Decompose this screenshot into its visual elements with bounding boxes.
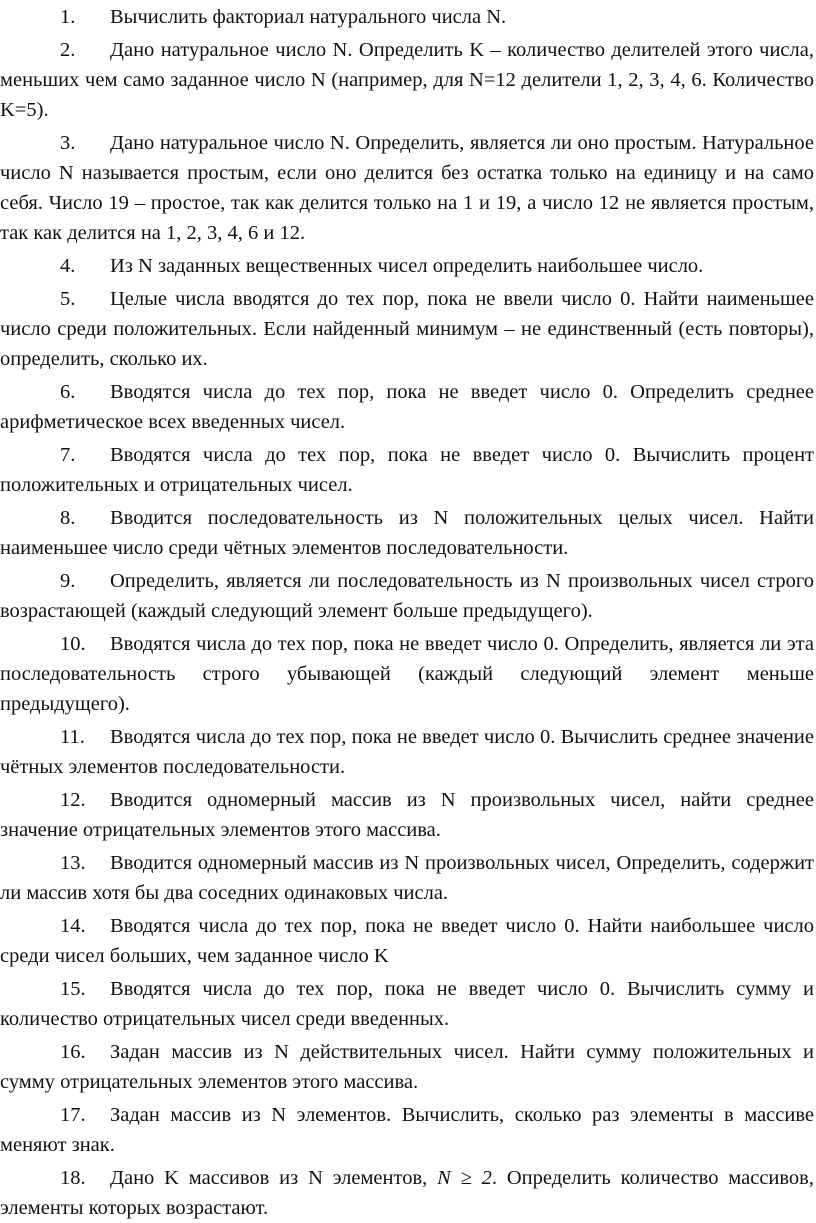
item-number: 16. (60, 1041, 86, 1063)
item-text: Определить, является ли последовательность из N произвольных чисел строго возрастающей (каждый следующий элемент больше предыдущего). (0, 570, 814, 622)
item-text: Вводится одномерный массив из N произвольных чисел, найти среднее значение отрицательных элементов этого массива. (0, 789, 814, 841)
list-item (0, 848, 814, 908)
item-text: Вводятся числа до тех пор, пока не введет число 0. Найти наибольшее число среди чисел больших, чем заданное число K (0, 915, 814, 967)
item-number: 10. (60, 633, 86, 655)
item-text: . Определить количество массивов, элементы которых возрастают. (0, 1167, 814, 1219)
item-number: 8. (60, 507, 76, 529)
list-item (0, 1163, 814, 1223)
item-text: Вводятся числа до тех пор, пока не введет число 0. Определить, является ли эта последовательность строго убывающей (каждый следующий элемент меньше предыдущего). (0, 633, 814, 715)
list-item (0, 284, 814, 374)
list-item (0, 251, 814, 281)
list-item (0, 440, 814, 500)
item-text: Вводятся числа до тех пор, пока не введет число 0. Вычислить среднее значение чётных элементов последовательности. (0, 726, 814, 778)
item-text: Задан массив из N действительных чисел. Найти сумму положительных и сумму отрицательных элементов этого массива. (0, 1041, 814, 1093)
item-number: 2. (60, 39, 76, 61)
list-item (0, 35, 814, 125)
list-item (0, 566, 814, 626)
item-text: Задан массив из N элементов. Вычислить, сколько раз элементы в массиве меняют знак. (0, 1104, 814, 1156)
item-number: 13. (60, 852, 86, 874)
item-text: Из N заданных вещественных чисел определить наибольшее число. (110, 255, 704, 277)
list-item (0, 974, 814, 1034)
math-formula: N ≥ 2 (437, 1167, 492, 1189)
item-number: 5. (60, 288, 76, 310)
item-text: Вводятся числа до тех пор, пока не введет число 0. Вычислить сумму и количество отрицательных чисел среди введенных. (0, 978, 814, 1030)
item-text: Дано натуральное число N. Определить K – количество делителей этого числа, меньших чем само заданное число N (например, для N=12 делители 1, 2, 3, 4, 6. Количество K=5). (0, 39, 814, 121)
item-number: 12. (60, 789, 86, 811)
list-item (0, 377, 814, 437)
item-text: Вводятся числа до тех пор, пока не введет число 0. Вычислить процент положительных и отрицательных чисел. (0, 444, 814, 496)
item-number: 15. (60, 978, 86, 1000)
item-text: Вычислить факториал натурального числа N. (110, 6, 507, 28)
item-text: Вводится последовательность из N положительных целых чисел. Найти наименьшее число среди чётных элементов последовательности. (0, 507, 814, 559)
item-text: Целые числа вводятся до тех пор, пока не ввели число 0. Найти наименьшее число среди положительных. Если найденный минимум – не единственный (есть повторы), определить, сколько их. (0, 288, 814, 370)
list-item (0, 503, 814, 563)
list-item (0, 1100, 814, 1160)
item-number: 14. (60, 915, 86, 937)
item-number: 3. (60, 132, 76, 154)
item-number: 1. (60, 6, 76, 28)
item-text: Дано K массивов из N элементов, (110, 1167, 438, 1189)
item-number: 18. (60, 1167, 86, 1189)
list-item (0, 128, 814, 248)
list-item (0, 785, 814, 845)
list-item (0, 2, 814, 32)
list-item (0, 722, 814, 782)
item-text: Дано натуральное число N. Определить, является ли оно простым. Натуральное число N называется простым, если оно делится без остатка только на единицу и на само себя. Число 19 – простое, так как делится только на 1 и 19, а число 12 не является простым, так как делится на 1, 2, 3, 4, 6 и 12. (0, 132, 814, 244)
item-number: 6. (60, 381, 76, 403)
list-item (0, 911, 814, 971)
item-number: 17. (60, 1104, 86, 1126)
list-item (0, 629, 814, 719)
item-number: 7. (60, 444, 76, 466)
list-item (0, 1037, 814, 1097)
item-number: 11. (60, 726, 85, 748)
item-number: 9. (60, 570, 76, 592)
item-text: Вводятся числа до тех пор, пока не введет число 0. Определить среднее арифметическое всех введенных чисел. (0, 381, 814, 433)
item-text: Вводится одномерный массив из N произвольных чисел, Определить, содержит ли массив хотя бы два соседних одинаковых числа. (0, 852, 814, 904)
item-number: 4. (60, 255, 76, 277)
